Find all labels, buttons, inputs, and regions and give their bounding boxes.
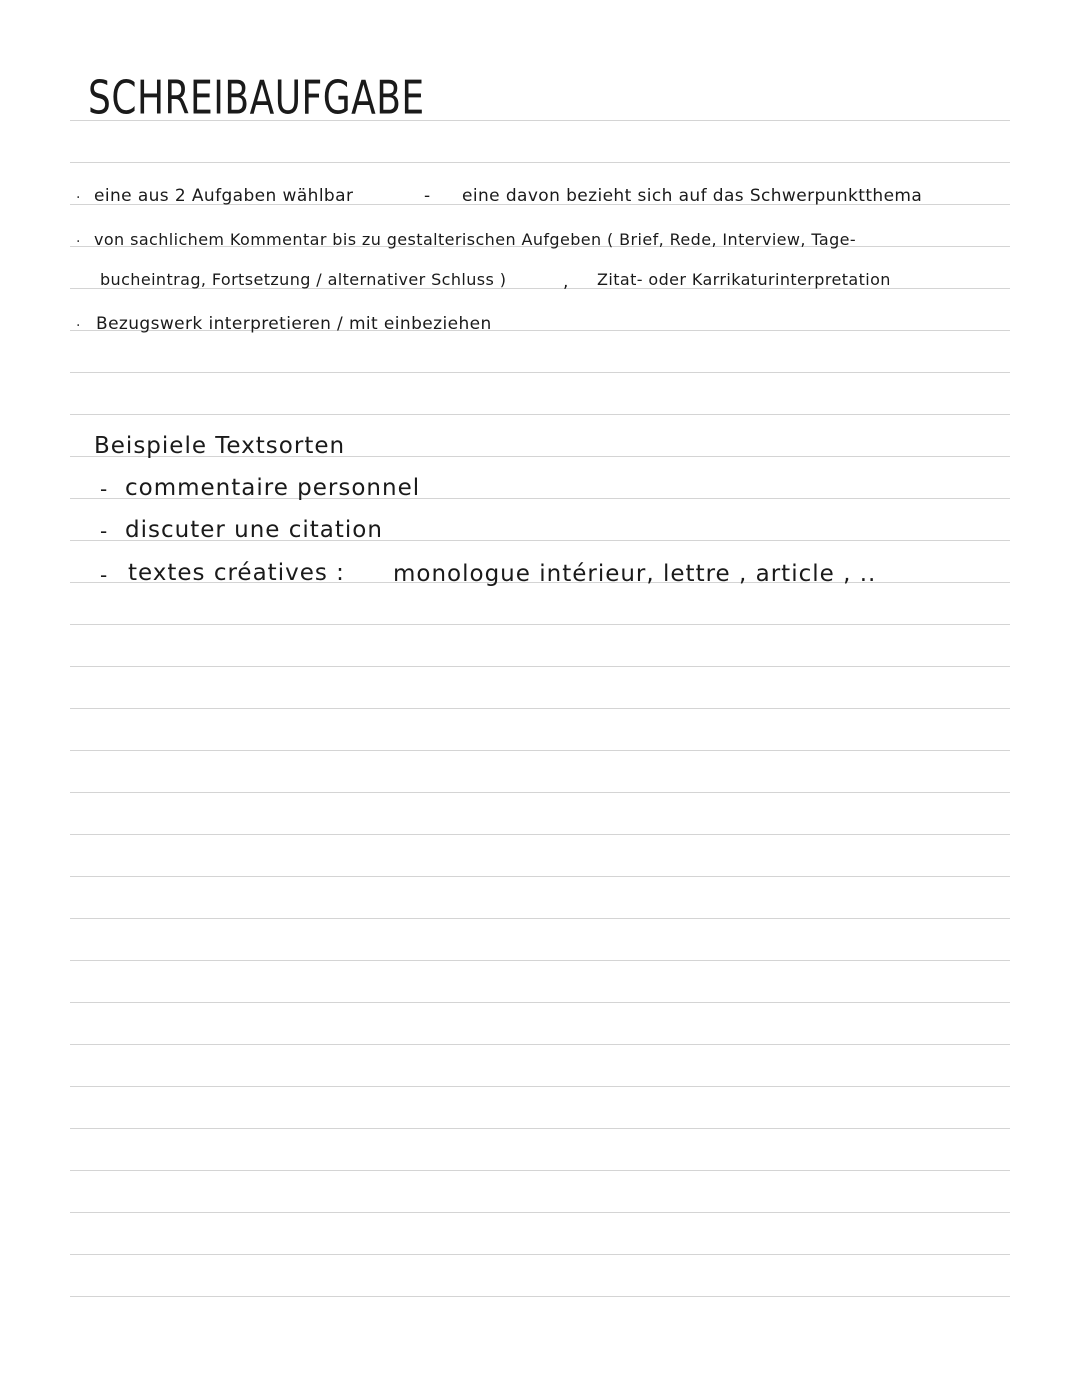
examples-heading: Beispiele Textsorten bbox=[94, 433, 346, 459]
bullet-marker: · bbox=[76, 234, 81, 250]
bullet-2-separator: , bbox=[563, 272, 569, 292]
bullet-1-separator: - bbox=[424, 186, 431, 206]
ruled-line bbox=[70, 1254, 1010, 1255]
page-title: SCHREIBAUFGABE bbox=[88, 72, 425, 125]
example-item: commentaire personnel bbox=[125, 475, 421, 501]
bullet-2-line-2-continuation: Zitat- oder Karrikaturinterpretation bbox=[597, 270, 891, 289]
list-dash: - bbox=[100, 477, 108, 501]
bullet-marker: · bbox=[76, 318, 81, 334]
ruled-line bbox=[70, 876, 1010, 877]
ruled-line bbox=[70, 1170, 1010, 1171]
bullet-1-continuation: eine davon bezieht sich auf das Schwerpunktthema bbox=[462, 186, 923, 206]
ruled-line bbox=[70, 834, 1010, 835]
bullet-2-line-1: von sachlichem Kommentar bis zu gestalterischen Aufgeben ( Brief, Rede, Interview, Tage- bbox=[94, 230, 857, 249]
bullet-3-text: Bezugswerk interpretieren / mit einbeziehen bbox=[96, 314, 492, 334]
list-dash: - bbox=[100, 563, 108, 587]
ruled-line bbox=[70, 1044, 1010, 1045]
ruled-line bbox=[70, 1086, 1010, 1087]
ruled-line bbox=[70, 1128, 1010, 1129]
ruled-line bbox=[70, 918, 1010, 919]
ruled-line bbox=[70, 750, 1010, 751]
ruled-line bbox=[70, 708, 1010, 709]
example-item: monologue intérieur, lettre , article , .. bbox=[393, 561, 877, 587]
ruled-line bbox=[70, 960, 1010, 961]
bullet-1-text: eine aus 2 Aufgaben wählbar bbox=[94, 186, 354, 206]
ruled-line bbox=[70, 1296, 1010, 1297]
list-dash: - bbox=[100, 519, 108, 543]
ruled-line bbox=[70, 666, 1010, 667]
ruled-line bbox=[70, 162, 1010, 163]
ruled-line bbox=[70, 624, 1010, 625]
example-item-label: textes créatives : bbox=[128, 560, 345, 586]
bullet-2-line-2: bucheintrag, Fortsetzung / alternativer Schluss ) bbox=[100, 270, 507, 289]
ruled-line bbox=[70, 1002, 1010, 1003]
ruled-line bbox=[70, 792, 1010, 793]
bullet-marker: · bbox=[76, 190, 81, 206]
ruled-line bbox=[70, 1212, 1010, 1213]
ruled-line bbox=[70, 372, 1010, 373]
ruled-line bbox=[70, 414, 1010, 415]
example-item: discuter une citation bbox=[125, 517, 383, 543]
